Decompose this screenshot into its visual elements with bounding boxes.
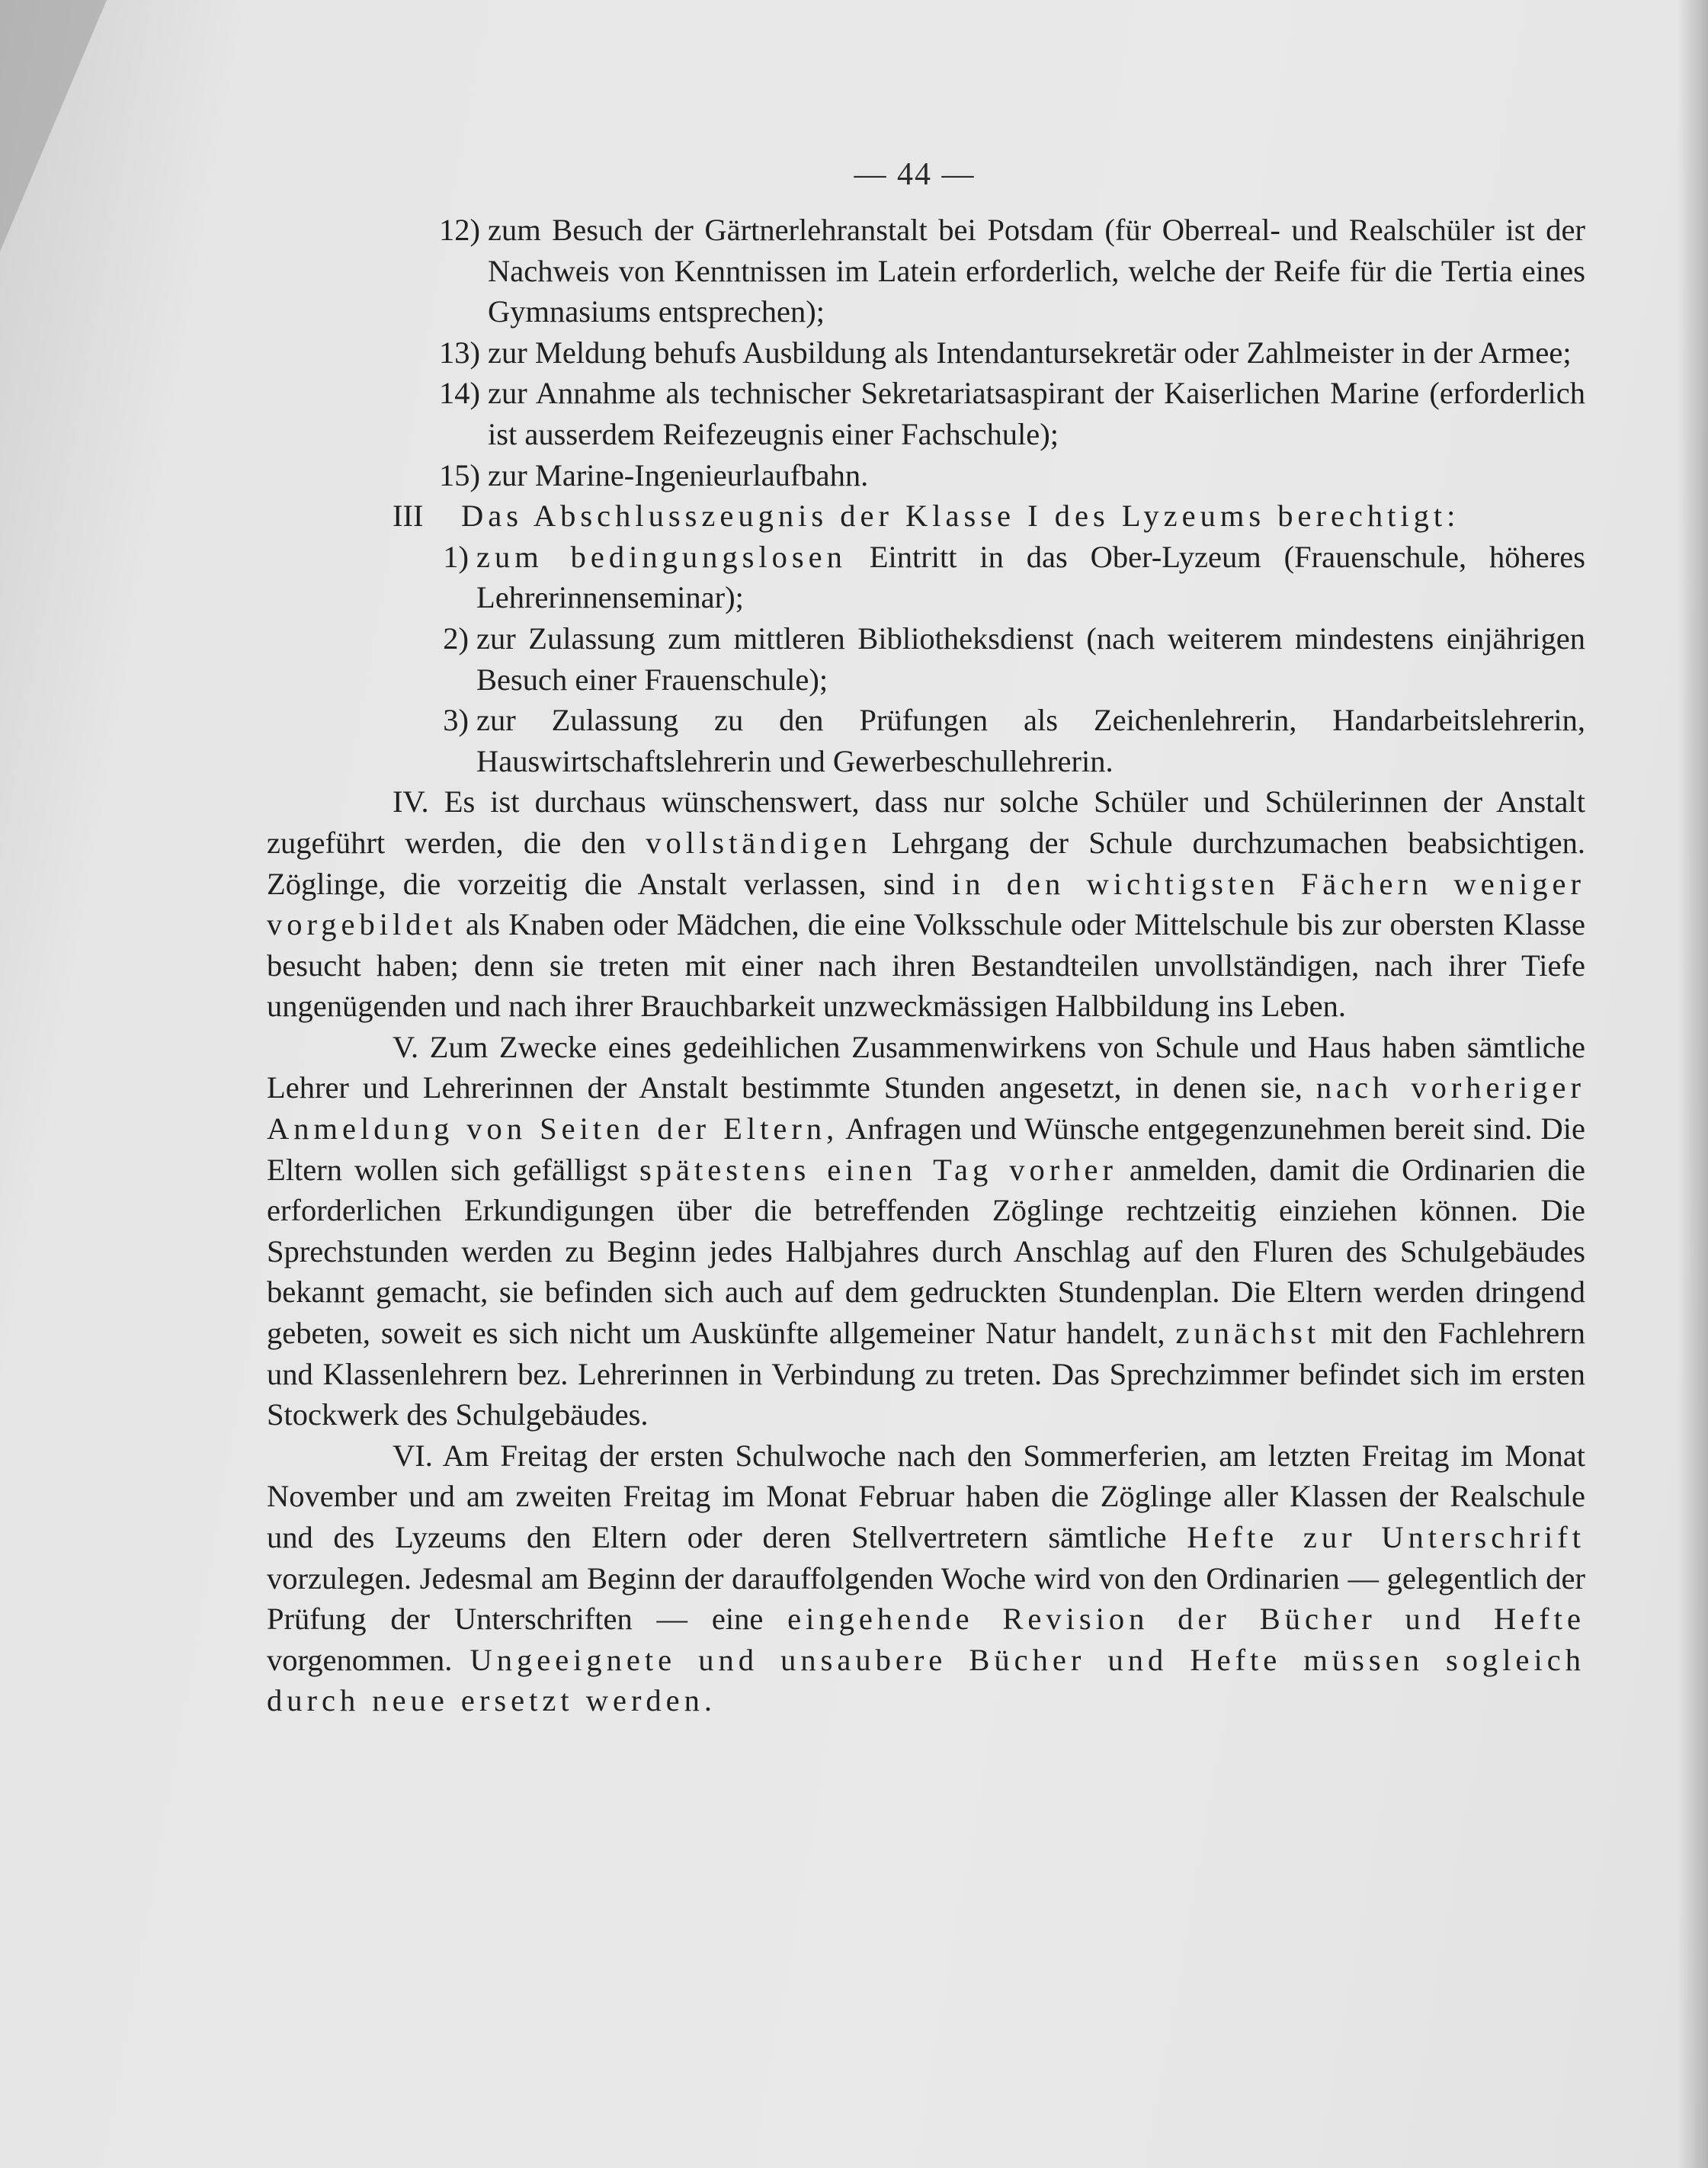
- list-item-text: Eintritt in das Ober-Lyzeum (Frauenschule, höheres Lehrerinnenseminar);: [476, 539, 1585, 615]
- list-item-text: zur Annahme als technischer Sekretariatsaspirant der Kaiserlichen Marine (erforderlich ist ausserdem Reifezeugnis einer Fachschule);: [488, 376, 1585, 451]
- paragraph-text: anmelden, damit die Ordinarien die erforderlichen Erkundigungen über die betreffenden Zöglinge rechtzeitig einziehen können. Die Sprechstunden werden zu Beginn jedes Halbjahres durch Anschlag auf den Fluren des Schulgebäudes bekannt gemacht, sie befinden sich auch auf dem gedruckten Stundenplan. Die Eltern werden dringend gebeten, soweit es sich nicht um Auskünfte allgemeiner Natur handelt,: [267, 1152, 1585, 1351]
- list-item-number: 12): [439, 213, 480, 247]
- section-iii-heading: [267, 495, 1585, 537]
- list-item: [267, 700, 1585, 781]
- section-v-paragraph: [267, 1027, 1585, 1435]
- section-number: III: [393, 499, 424, 534]
- list-section-iii: [267, 537, 1585, 782]
- paragraph-text: IV. Es ist durchaus wünschenswert, dass nur solche Schüler und Schülerinnen der Anstalt zugeführt werden, die den: [267, 784, 1585, 860]
- list-section-ii: [267, 210, 1585, 495]
- section-heading-text: Das Abschlusszeugnis der Klasse I des Lyzeums berechtigt:: [461, 499, 1460, 534]
- list-item: [267, 537, 1585, 618]
- paragraph-text: V. Zum Zwecke eines gedeihlichen Zusammenwirkens von Schule und Haus haben sämtliche Lehrer und Lehrerinnen der Anstalt bestimmte Stunden angesetzt, in denen sie,: [267, 1029, 1585, 1105]
- spaced-emphasis: zunächst: [1175, 1316, 1321, 1351]
- spaced-emphasis: nach vorheriger Anmeldung von Seiten der Eltern,: [267, 1070, 1585, 1147]
- list-item-number: 3): [443, 703, 469, 738]
- paragraph-text: als Knaben oder Mädchen, die eine Volksschule oder Mittelschule bis zur obersten Klasse besucht haben; denn sie treten mit einer nach ihren Bestandteilen unvollständigen, nach ihrer Tiefe ungenügenden und nach ihrer Brauchbarkeit unzweckmässigen Halbbildung ins Leben.: [267, 907, 1585, 1024]
- paragraph-text: Lehrgang der Schule durchzumachen beabsichtigen. Zöglinge, die vorzeitig die Anstalt verlassen, sind: [267, 825, 1585, 901]
- list-item-number: 1): [443, 539, 469, 574]
- spaced-emphasis: in den wichtigsten Fächern weniger vorgebildet: [267, 866, 1585, 942]
- list-item: [267, 332, 1585, 374]
- spaced-emphasis: Ungeeignete und unsaubere Bücher und Hefte müssen sogleich durch neue ersetzt werden.: [267, 1642, 1585, 1718]
- list-item: [267, 210, 1585, 332]
- paragraph-text: mit den Fachlehrern und Klassenlehrern bez. Lehrerinnen in Verbindung zu treten. Das Sprechzimmer befindet sich im ersten Stockwerk des Schulgebäudes.: [267, 1316, 1585, 1432]
- list-item-text: zur Zulassung zum mittleren Bibliotheksdienst (nach weiterem mindestens einjährigen Besuch einer Frauenschule);: [476, 621, 1585, 697]
- section-iv-paragraph: [267, 781, 1585, 1027]
- spaced-emphasis: spätestens einen Tag vorher: [639, 1152, 1117, 1187]
- paragraph-text: vorzulegen. Jedesmal am Beginn der darauffolgenden Woche wird von den Ordinarien — gelegentlich der Prüfung der Unterschriften — eine: [267, 1560, 1585, 1637]
- paragraph-text: VI. Am Freitag der ersten Schulwoche nach den Sommerferien, am letzten Freitag im Monat November und am zweiten Freitag im Monat Februar haben die Zöglinge aller Klassen der Realschule und des Lyzeums den Eltern oder deren Stellvertretern sämtliche: [267, 1438, 1585, 1554]
- list-item-text: zur Marine-Ingenieurlaufbahn.: [488, 457, 869, 492]
- page-corner-fold: [0, 0, 107, 252]
- spaced-emphasis: Hefte zur Unterschrift: [1187, 1520, 1585, 1554]
- list-item: [267, 618, 1585, 700]
- list-item: [267, 373, 1585, 454]
- spaced-emphasis: eingehende Revision der Bücher und Hefte: [787, 1602, 1585, 1637]
- list-item-number: 2): [443, 621, 469, 656]
- paragraph-text: vorgenommen.: [267, 1642, 470, 1677]
- section-vi-paragraph: [267, 1435, 1585, 1721]
- page-edge-shadow: [1678, 0, 1708, 2168]
- paragraph-text: Anfragen und Wünsche entgegenzunehmen bereit sind. Die Eltern wollen sich gefälligst: [267, 1111, 1585, 1187]
- list-item: [267, 455, 1585, 496]
- list-item-emphasis: zum bedingungslosen: [476, 539, 847, 574]
- list-item-text: zum Besuch der Gärtnerlehranstalt bei Potsdam (für Oberreal- und Realschüler ist der Nachweis von Kenntnissen im Latein erforderlich, welche der Reife für die Tertia eines Gymnasiums entsprechen);: [488, 213, 1585, 329]
- spaced-emphasis: vollständigen: [646, 825, 872, 860]
- list-item-text: zur Meldung behufs Ausbildung als Intendantursekretär oder Zahlmeister in der Armee;: [488, 335, 1572, 370]
- page-number: — 44 —: [854, 157, 976, 192]
- document-body: [267, 210, 1585, 1721]
- list-item-number: 14): [439, 376, 480, 411]
- list-item-number: 13): [439, 335, 480, 370]
- list-item-text: zur Zulassung zu den Prüfungen als Zeichenlehrerin, Handarbeitslehrerin, Hauswirtschaftslehrerin und Gewerbeschullehrerin.: [476, 703, 1585, 778]
- list-item-number: 15): [439, 457, 480, 492]
